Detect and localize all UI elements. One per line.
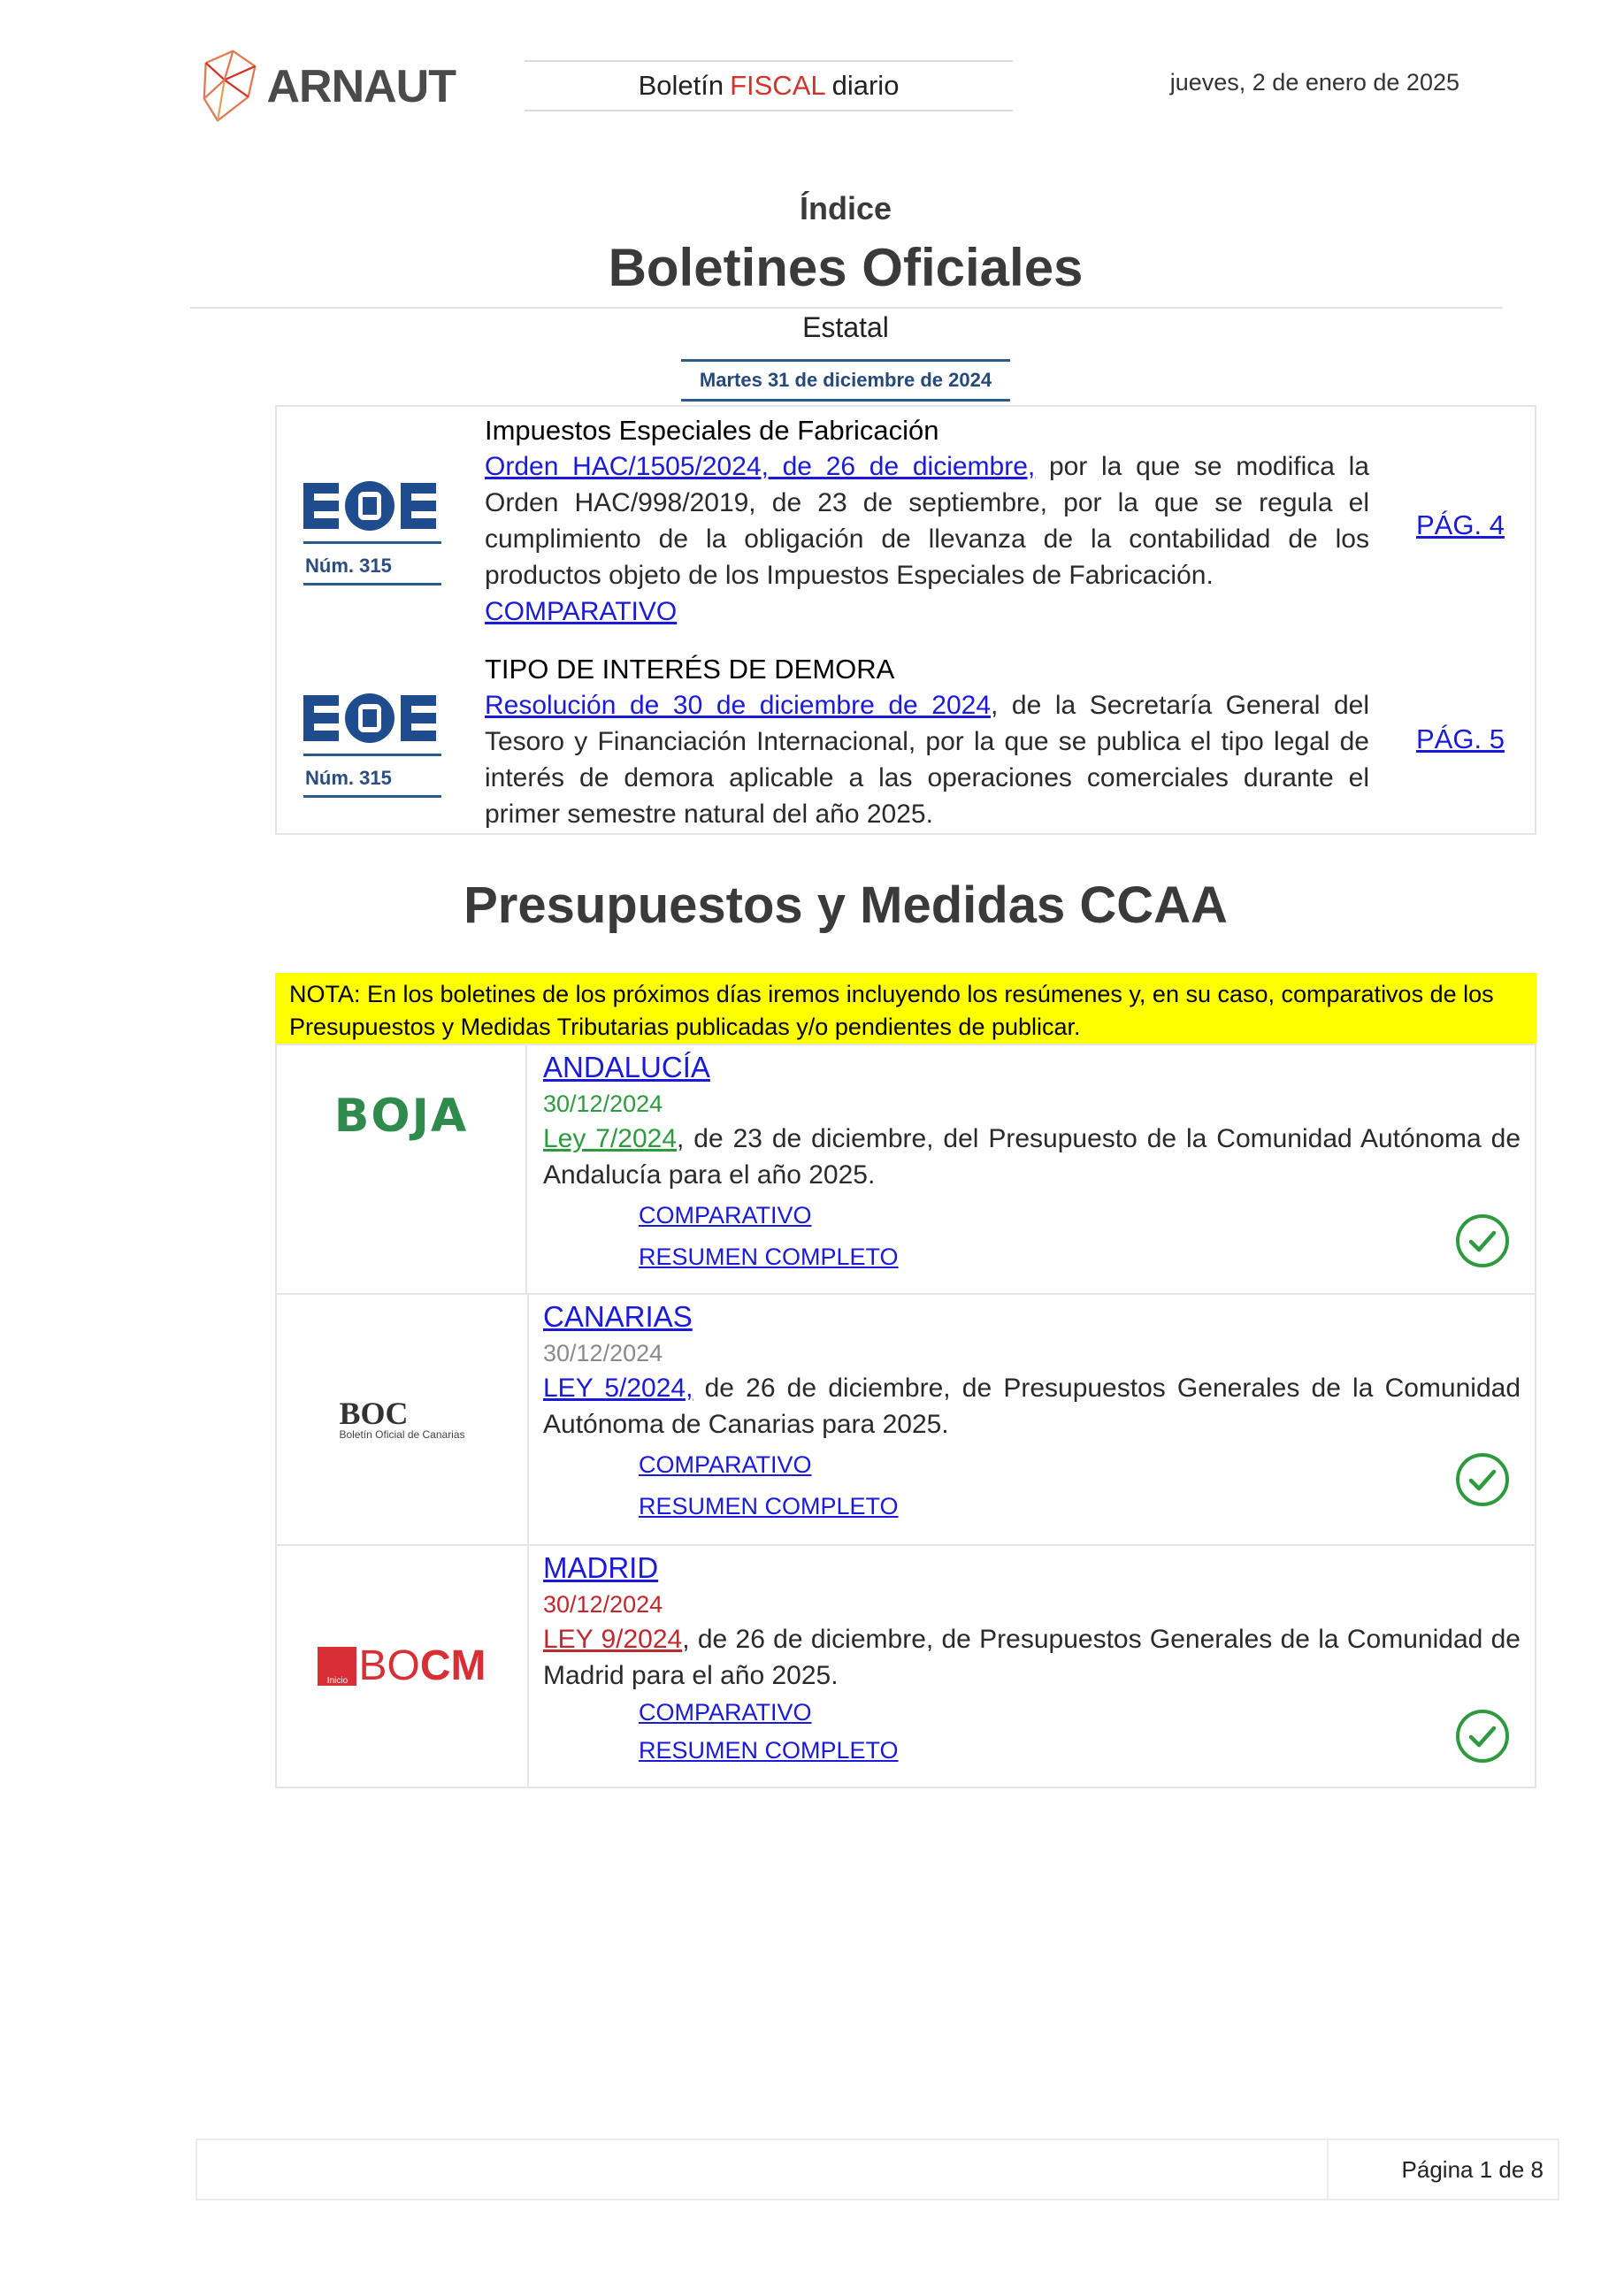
arnaut-logo — [199, 42, 456, 131]
section-title-ccaa: Presupuestos y Medidas CCAA — [463, 876, 1228, 934]
orden-link[interactable]: Orden HAC/1505/2024, de 26 de diciembre, — [485, 452, 1036, 481]
arnaut-logo-icon — [199, 44, 273, 129]
law-description: de 26 de diciembre, de Presupuestos Generales de la Comunidad Autónoma de Canarias para 2025. — [543, 1374, 1521, 1439]
check-circle-icon — [1455, 1709, 1510, 1764]
check-circle-icon — [1455, 1452, 1510, 1507]
bocm-logo-mark — [318, 1644, 486, 1688]
boc-logo — [277, 1295, 529, 1544]
boc-logo-subtitle: Boletín Oficial de Canarias — [339, 1428, 465, 1441]
region-link-madrid[interactable]: MADRID — [543, 1551, 659, 1584]
entry-heading: Impuestos Especiales de Fabricación — [485, 415, 939, 446]
resolucion-link[interactable]: Resolución de 30 de diciembre de 2024 — [485, 691, 992, 720]
page-footer — [195, 2139, 1559, 2200]
bocm-flag: Inicio — [318, 1647, 356, 1686]
row-content — [529, 1295, 1535, 1533]
note-banner: NOTA: En los boletines de los próximos días iremos incluyendo los resúmenes y, en su caso, comparativos de los Presupuestos y Medidas Tributarias publicadas y/o pendientes de publicar. — [275, 973, 1536, 1044]
page-5-link[interactable]: PÁG. 5 — [1416, 723, 1505, 754]
law-description: , de 26 de diciembre, de Presupuestos Generales de la Comunidad de Madrid para el año 2025. — [543, 1625, 1521, 1690]
region-link-andalucia[interactable]: ANDALUCÍA — [543, 1051, 710, 1083]
bulletin-date-tag: Martes 31 de diciembre de 2024 — [681, 359, 1010, 402]
comparativo-link[interactable]: COMPARATIVO — [639, 1451, 812, 1478]
comparativo-link[interactable]: COMPARATIVO — [485, 597, 678, 626]
section-title-boletines: Boletines Oficiales — [608, 238, 1084, 297]
bocm-logo — [277, 1546, 529, 1787]
comparativo-link[interactable]: COMPARATIVO — [639, 1202, 812, 1228]
boe-logo — [303, 479, 441, 585]
title-word-1: Boletín — [638, 70, 724, 101]
boja-logo — [277, 1045, 527, 1293]
boe-entries-box — [275, 405, 1536, 835]
entry-body: por la que se modifica la Orden HAC/998/2019, de 23 de septiembre, por la que se regula el cumplimiento de la obligación de llevanza de la contabilidad de los productos objeto de los Impuestos Especiales de Fabricación. — [485, 452, 1369, 590]
subsection-estatal: Estatal — [802, 311, 889, 343]
resumen-completo-link[interactable]: RESUMEN COMPLETO — [639, 1737, 899, 1764]
boc-logo-mark — [339, 1398, 464, 1441]
region-link-canarias[interactable]: CANARIAS — [543, 1300, 693, 1333]
publication-date: 30/12/2024 — [543, 1091, 663, 1117]
title-word-3: diario — [831, 70, 900, 101]
boe-entry — [485, 651, 1369, 832]
table-row — [277, 1546, 1535, 1787]
bulletin-title — [525, 60, 1013, 111]
entry-heading: TIPO DE INTERÉS DE DEMORA — [485, 654, 895, 685]
check-circle-icon — [1455, 1213, 1510, 1268]
header-date: jueves, 2 de enero de 2025 — [1169, 69, 1459, 96]
links-block — [543, 1694, 1521, 1770]
table-row — [277, 1045, 1535, 1295]
law-link[interactable]: LEY 9/2024 — [543, 1625, 683, 1654]
comparativo-link[interactable]: COMPARATIVO — [639, 1699, 812, 1726]
law-text — [543, 1121, 1521, 1193]
boe-number: Núm. 315 — [303, 541, 441, 585]
boe-logo-icon — [303, 692, 441, 745]
divider — [190, 307, 1503, 309]
page-number: Página 1 de 8 — [1401, 2156, 1544, 2183]
boe-logo-icon — [303, 479, 441, 532]
row-content — [529, 1045, 1535, 1283]
title-word-fiscal: FISCAL — [730, 70, 826, 101]
logo-wordmark: ARNAUT — [266, 61, 456, 112]
boe-entry — [485, 412, 1369, 630]
resumen-completo-link[interactable]: RESUMEN COMPLETO — [639, 1493, 899, 1519]
law-description: , de 23 de diciembre, del Presupuesto de la Comunidad Autónoma de Andalucía para el año 2025. — [543, 1124, 1521, 1190]
law-link[interactable]: Ley 7/2024 — [543, 1124, 678, 1153]
publication-date: 30/12/2024 — [543, 1340, 663, 1366]
entry-body: , de la Secretaría General del Tesoro y Financiación Internacional, por la que se publica el tipo legal de interés de demora aplicable a las operaciones comerciales durante el primer semestre natural del año 2025. — [485, 691, 1369, 829]
publication-date: 30/12/2024 — [543, 1591, 663, 1618]
boc-logo-text: BOC — [339, 1396, 409, 1431]
table-row — [277, 1295, 1535, 1546]
boe-number: Núm. 315 — [303, 754, 441, 798]
boja-logo-text: BOJA — [333, 1090, 469, 1143]
resumen-completo-link[interactable]: RESUMEN COMPLETO — [639, 1244, 899, 1270]
page-4-link[interactable]: PÁG. 4 — [1416, 509, 1505, 540]
entry-text — [485, 448, 1369, 593]
bocm-logo-text: BOCM — [358, 1642, 486, 1689]
row-content — [529, 1546, 1535, 1775]
links-block — [543, 1195, 1521, 1278]
ccaa-table — [275, 1044, 1536, 1788]
entry-text — [485, 687, 1369, 832]
links-block — [543, 1444, 1521, 1527]
law-link[interactable]: LEY 5/2024, — [543, 1374, 693, 1403]
law-text — [543, 1621, 1521, 1694]
law-text — [543, 1370, 1521, 1443]
footer-divider — [1327, 2140, 1329, 2199]
boe-logo — [303, 692, 441, 798]
index-label: Índice — [799, 190, 892, 226]
